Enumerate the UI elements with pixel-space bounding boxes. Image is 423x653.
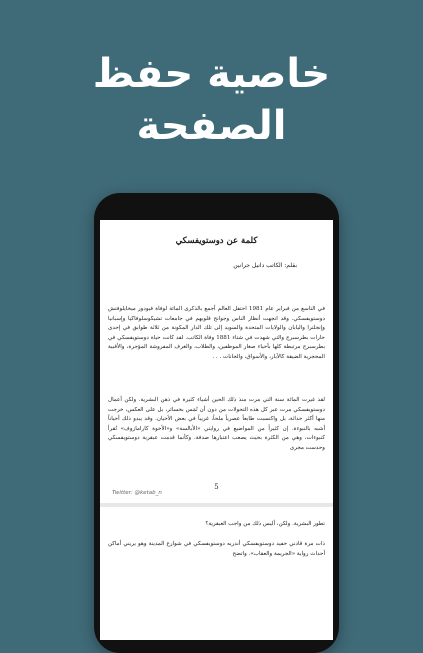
page-divider (100, 503, 333, 507)
headline-line-2: الصفحة (136, 103, 287, 149)
phone-frame (94, 193, 339, 653)
paragraph: في التاسع من فبراير عام 1981 احتفل العالم أجمع بالذكرى المائة لوفاة فيودور ميخايلوفتش دوستويفسكي. وقد انجهت أنظار الناس وجوانح قلوبهم في جامعات تشيكوسلوفاكيا وإسبانيا وإنجلترا واليابان والولايات المتحدة والسويد إلى تلك الدار المكونة من ثلاثة طوابق في إحدى حارات بطرسبرج والتي شهدت في شتاء 1881 وفاة الكاتب. لقد كانت حياة دوستويفسكي في بطرسبرج مرتبطة كلها بأحياء صغار الموظفين، والطلاب، والغرف المفروشة المؤجرة، والأقبية المحجرية الضيقة كالآبار، والأسواق، والحانات . . . (108, 306, 325, 360)
headline-line-1: خاصية حفظ (92, 51, 331, 97)
paragraph: ذات مرة قادني حفيد دوستويفسكي أندريه دوستويفسكي في شوارع المدينة وهو يريني أماكن أحداث رواية «الجريمة والعقاب». واتضح (108, 541, 325, 557)
page-title: كلمة عن دوستويفسكي (175, 236, 258, 246)
twitter-handle: Twitter: @ketab_n (112, 490, 162, 496)
reader-screen[interactable] (100, 220, 333, 640)
paragraph: لقد غيرت المائة سنة التي مرت منذ ذلك الحين أشياء كثيرة في ذهن البشرية. ولكن أعمال دوستويفسكي مرت عبر كل هذه التحولات من دون أن تُمَس بخسائر، بل على العكس، خرجت منها أكثر حداثة، بل واكتسبت طابعاً عصرياً ملحاً، غريباً في بعض الأحيان. وقد يبدو ذلك أحياناً أشبه بالنبوءة. إن كثيراً من المواضيع في روايتي «الأبالسة» و«الأخوة كارامازوف» تُقرأ كنبوءات، وهي من الكثرة بحيث يصعب اعتبارها صدفة. وكأنما قدمت عبقرية دوستويفسكي وحدست مجرى (108, 397, 325, 451)
author-byline: بقلم: الكاتب دانيل جرانين (233, 262, 297, 269)
paragraph: تطور البشرية. ولكن، أليس ذلك من واجب العبقرية؟ (205, 521, 325, 527)
promo-headline (0, 48, 423, 152)
page-number: 5 (214, 483, 219, 491)
